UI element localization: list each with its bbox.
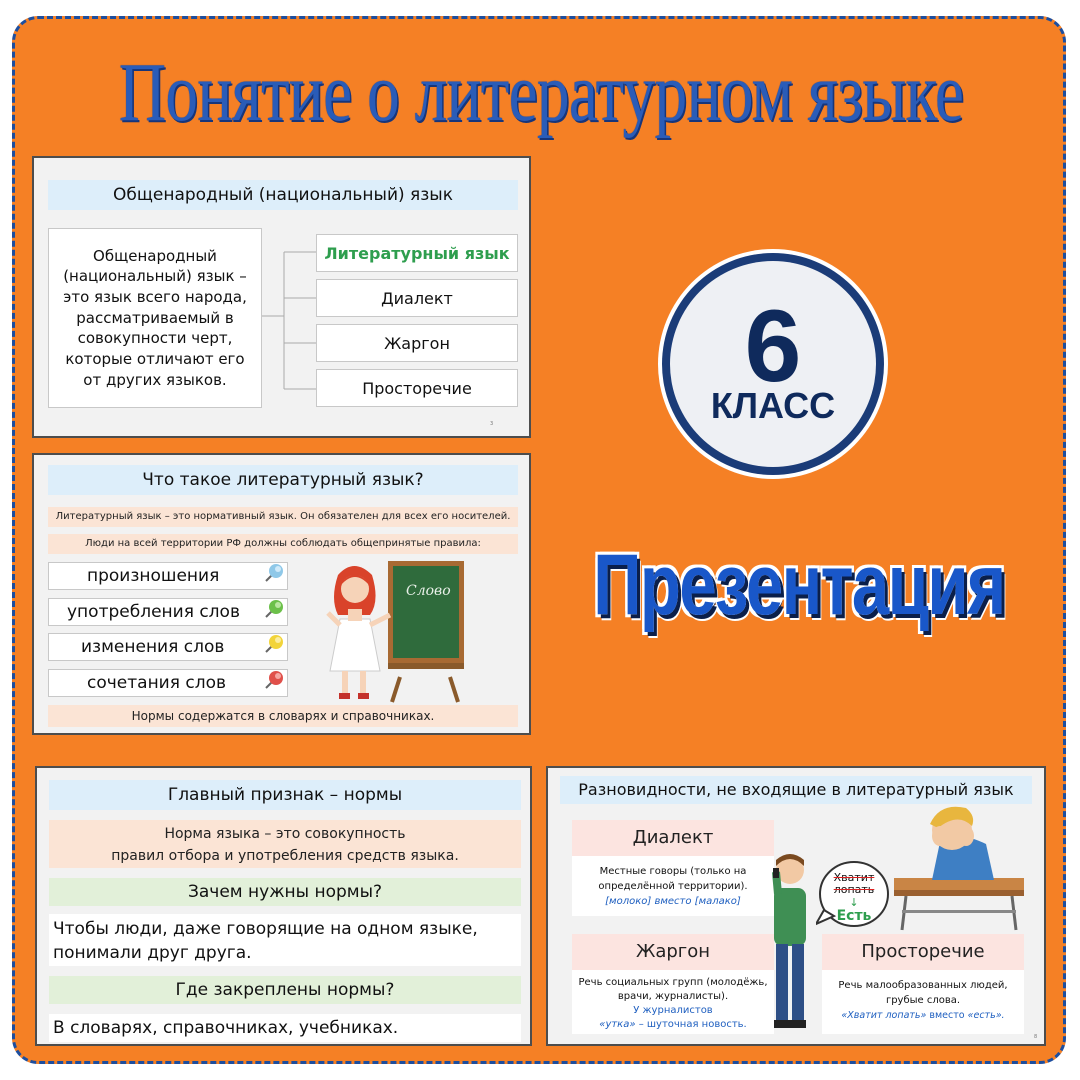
connector-lines (262, 228, 316, 408)
boy-desk-illustration (888, 802, 1032, 932)
slide-page-number: 8 (1034, 1034, 1038, 1040)
rule-word-usage: употребления слов (48, 598, 288, 626)
pin-blue-icon (260, 561, 286, 587)
bubble-arrow: ↓ (849, 896, 859, 909)
slide-heading: Общенародный (национальный) язык (48, 180, 518, 210)
bubble-correct-text: Есть (836, 908, 872, 924)
dialect-example: [молоко] вместо [малако] (605, 896, 741, 907)
bubble-crossed-text: Хватит лопать (833, 871, 875, 896)
question-where-norms: Где закреплены нормы? (49, 976, 521, 1004)
slide-heading: Что такое литературный язык? (48, 465, 518, 495)
literary-definition: Литературный язык – это нормативный язык. Он обязателен для всех его носителей. (48, 507, 518, 527)
girl-chalkboard-illustration (326, 559, 476, 704)
slide-heading: Разновидности, не входящие в литературный язык (560, 776, 1032, 804)
answer-where-norms: В словарях, справочниках, учебниках. (49, 1014, 521, 1042)
answer-why-norms: Чтобы люди, даже говорящие на одном языке, понимали друг друга. (49, 914, 521, 966)
norms-footer: Нормы содержатся в словарях и справочниках. (48, 705, 518, 727)
item-jargon: Жаргон (316, 324, 518, 362)
item-dialect: Диалект (316, 279, 518, 317)
rules-intro: Люди на всей территории РФ должны соблюдать общепринятые правила: (48, 534, 518, 554)
vernacular-title: Просторечие (822, 934, 1024, 970)
slide-heading: Главный признак – нормы (49, 780, 521, 810)
jargon-desc-box: Речь социальных групп (молодёжь, врачи, журналисты). У журналистов «утка» – шуточная новость. (572, 970, 774, 1034)
boy-phone-illustration (760, 852, 816, 1036)
grade-label: КЛАСС (710, 385, 836, 426)
slide-national-language[interactable] (32, 156, 531, 438)
presentation-label: Презентация (593, 537, 1005, 633)
grade-number: 6 (744, 289, 802, 403)
norm-definition: Норма языка – это совокупность правил отбора и употребления средств языка. (49, 820, 521, 868)
slide-main-feature-norms[interactable] (35, 766, 532, 1046)
vernacular-desc-box: Речь малообразованных людей, грубые слова. «Хватит лопать» вместо «есть». (822, 970, 1024, 1034)
dialect-desc-box: Местные говоры (только на определённой территории). [молоко] вместо [малако] (572, 856, 774, 916)
definition-text: Общенародный (национальный) язык – это язык всего народа, рассматриваемый в совокупности черт, которые отличают его от других языков. (63, 246, 247, 389)
pin-green-icon (260, 597, 286, 623)
grade-badge (662, 253, 884, 475)
slide-non-literary-varieties[interactable] (546, 766, 1046, 1046)
pin-red-icon (260, 668, 286, 694)
page-title: Понятие о литературном языке (118, 46, 964, 139)
item-vernacular: Просторечие (316, 369, 518, 407)
jargon-example-word: «утка» (599, 1019, 636, 1030)
slide-what-is-literary[interactable] (32, 453, 531, 735)
jargon-title: Жаргон (572, 934, 774, 970)
rule-word-combination: сочетания слов (48, 669, 288, 697)
dialect-title: Диалект (572, 820, 774, 856)
question-why-norms: Зачем нужны нормы? (49, 878, 521, 906)
definition-box (48, 228, 262, 408)
rule-word-change: изменения слов (48, 633, 288, 661)
slide-page-number: 3 (490, 421, 494, 427)
rule-pronunciation: произношения (48, 562, 288, 590)
item-literary-language: Литературный язык (316, 234, 518, 272)
board-text: Слово (406, 583, 451, 599)
pin-yellow-icon (260, 632, 286, 658)
